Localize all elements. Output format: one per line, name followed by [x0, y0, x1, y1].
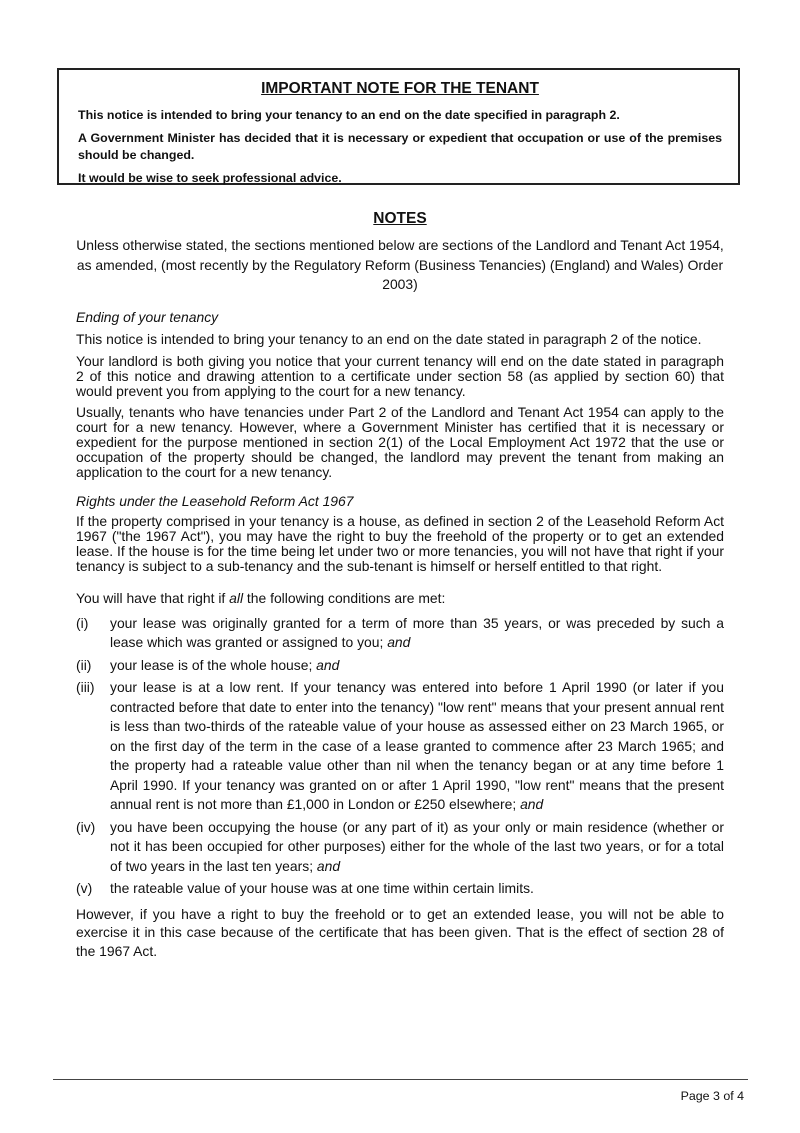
condition-number: (i) [76, 614, 89, 631]
condition-conjunction: and [316, 656, 340, 673]
rights-heading: Rights under the Leasehold Reform Act 1967 [76, 493, 354, 509]
condition-text [110, 678, 724, 815]
condition-number: (v) [76, 880, 93, 896]
page-number: Page 3 of 4 [680, 1089, 744, 1103]
conditions-intro-before: You will have that right if [76, 590, 230, 606]
ending-paragraph: This notice is intended to bring your tenancy to an end on the date stated in paragraph 2 of the notice. [76, 330, 702, 347]
condition-text [110, 879, 724, 899]
important-note-title: IMPORTANT NOTE FOR THE TENANT [261, 80, 539, 97]
condition-conjunction: and [316, 857, 341, 874]
notes-title: NOTES [373, 210, 427, 227]
footer-divider [53, 1079, 748, 1080]
notes-section [76, 209, 724, 966]
condition-body: you have been occupying the house (or any part of it) as your only or main residence (whether or not it has been occupied for other purposes) either for the whole of the last two years, or for a total of two years in the last ten years; [110, 818, 724, 874]
condition-item [76, 818, 724, 877]
ending-paragraph: Usually, tenants who have tenancies under Part 2 of the Landlord and Tenant Act 1954 can apply to the court for a new tenancy. However, where a Government Minister has certified that it is necessary or expedient for the purpose mentioned in section 2(1) of the Local Employment Act 1972 that the use or occupation of the property should be changed, the landlord may prevent the tenant from making an application to the court for a new tenancy. [76, 404, 724, 480]
condition-number: (ii) [76, 656, 92, 673]
important-note-box [57, 68, 740, 185]
important-note-line: This notice is intended to bring your tenancy to an end on the date specified in paragraph 2. [78, 108, 620, 122]
notes-intro: Unless otherwise stated, the sections mentioned below are sections of the Landlord and Tenant Act 1954, as amended, (most recently by the Regulatory Reform (Business Tenancies) (England) and Wales) Order 2003) [76, 237, 724, 292]
ending-paragraph: Your landlord is both giving you notice that your current tenancy will end on the date stated in paragraph 2 of this notice and drawing attention to a certificate under section 58 (as applied by section 60) that would prevent you from applying to the court for a new tenancy. [76, 353, 724, 399]
conditions-intro [76, 589, 724, 608]
closing-paragraph: However, if you have a right to buy the freehold or to get an extended lease, you will not be able to exercise it in this case because of the certificate that has been given. That is the effect of section 28 of the 1967 Act. [76, 905, 724, 959]
condition-conjunction: and [387, 634, 411, 650]
rights-paragraph: If the property comprised in your tenancy is a house, as defined in section 2 of the Leasehold Reform Act 1967 ("the 1967 Act"), you may have the right to buy the freehold of the property or to get an extended lease. If the house is for the time being let under two or more tenancies, you will not have that right if your tenancy is subject to a sub-tenancy and the sub-tenant is himself or herself entitled to that right. [76, 513, 724, 574]
condition-body: your lease is at a low rent. If your tenancy was entered into before 1 April 1990 (or later if you contracted before that date to enter into the tenancy) "low rent" means that your present annual rent is less than two-thirds of the rateable value of your house as assessed either on 23 March 1965, or on the first day of the term in the case of a lease granted to commence after 23 March 1965; and the property had a rateable value other than nil when the tenancy began or at any time before 1 April 1990. If your tenancy was granted on or after 1 April 1990, "low rent" means that the present annual rent is not more than £1,000 in London or £250 elsewhere; [110, 679, 724, 812]
condition-text [110, 656, 724, 676]
condition-conjunction: and [520, 796, 544, 812]
condition-body: your lease was originally granted for a term of more than 35 years, or was preceded by such a lease which was granted or assigned to you; [110, 614, 724, 650]
condition-text [110, 818, 724, 877]
condition-body: the rateable value of your house was at one time within certain limits. [110, 880, 534, 896]
important-note-line: A Government Minister has decided that it is necessary or expedient that occupation or use of the premises should be changed. [78, 131, 722, 162]
condition-body: your lease is of the whole house; [110, 656, 317, 673]
condition-item [76, 614, 724, 653]
important-note-line: It would be wise to seek professional advice. [78, 171, 342, 185]
conditions-intro-after: the following conditions are met: [243, 590, 446, 606]
condition-text [110, 614, 724, 653]
condition-item [76, 879, 724, 899]
conditions-list [76, 614, 724, 899]
condition-number: (iii) [76, 679, 95, 695]
condition-item [76, 678, 724, 815]
ending-heading: Ending of your tenancy [76, 308, 219, 325]
conditions-intro-emphasis: all [229, 590, 244, 606]
condition-item [76, 656, 724, 676]
condition-number: (iv) [76, 818, 96, 835]
